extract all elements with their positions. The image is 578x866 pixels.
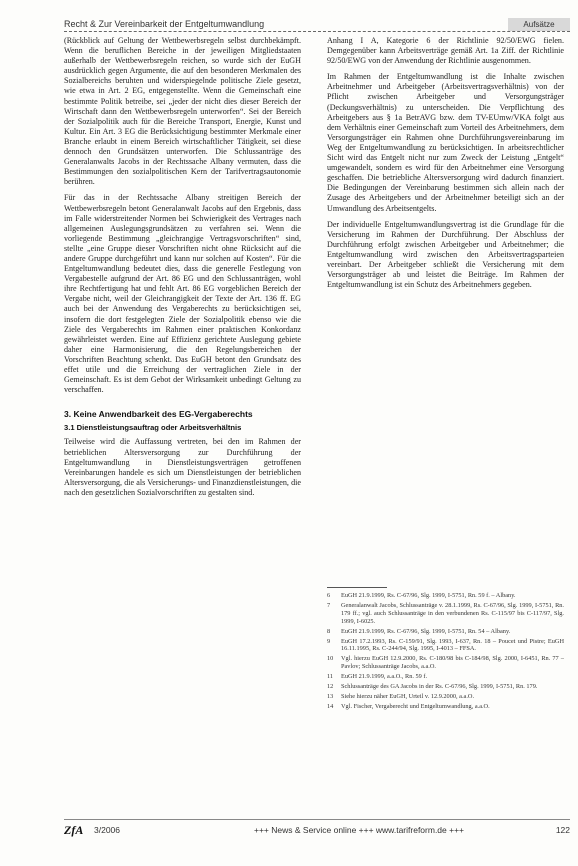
footnote [327,703,564,711]
body-paragraph: Anhang I A, Kategorie 6 der Richtlinie 92/50/EWG fielen. Demgegenüber kann Arbeitsverträge gemäß Art. 1a Ziff. der Richtlinie 92/50/EWG von der Anwendung der Richtlinie ausgenommen. [327,36,564,66]
section-heading: 3. Keine Anwendbarkeit des EG-Vergaberechts [64,409,253,420]
footnote-number: 13 [327,692,334,700]
footnote-number: 7 [327,601,331,609]
footnotes [327,587,564,787]
footnote-text: Schlussanträge des GA Jacobs in der Rs. C-67/96, Slg. 1999, I-5751, Rn. 179. [341,683,538,691]
subsection-heading: 3.1 Dienstleistungsauftrag oder Arbeitsverhältnis [64,423,242,433]
footnote-text: EuGH 21.9.1999, Rs. C-67/96, Slg. 1999, I-5751, Rn. 54 – Albany. [341,627,511,635]
footnote-text: Vgl. hierzu EuGH 12.9.2000, Rs. C-180/98 bis C-184/98, Slg. 2000, I-6451, Rn. 77 – Pavlov; Schlussanträge Jacobs, a.a.O. [341,655,564,671]
journal-logo: ZfA [64,823,84,837]
footnote-number: 6 [327,592,331,599]
body-paragraph: Für das in der Rechtssache Albany streitigen Bereich der Wettbewerbsregeln betont Generalanwalt Jacobs auf den Ergebnis, dass im Falle widerstreitender Normen bei Schwierigkeit des Vertrages nach allgemeinen Auslegungsgrundsätzen zu verfahren sei. Wenn die vorliegende Bestimmung „gleichrangige Vertragsvorschriften“ sind, stellte „eine Gruppe dieser Vorschriften nicht ohne Rücksicht auf die andere Gruppe durchgeführt und kann nur solchen auf Kosten“. Für die Entgeltumwandlung bedeutet dies, dass die generelle Festlegung von Vergabestelle aufgrund der Art. 86 EG und den Schlussanträgen, wohl ihre Rechtfertigung hat und fehlt Art. 86 EG vorgeblichen Bereich der Vergabe nicht, weil der Gleichrangigkeit der Texte der Art. 136 ff. EG auch bei der Anwendung des Vergaberechts zu berücksichtigen sei, insofern die dort festgelegten Ziele der Sozialpolitik ebenso wie die Ziele des Vergaberechts im Rahmen einer praktischen Konkordanz gewährleistet werden. Eine auf Effizienz gerichtete Auslegung gebiete daher eine Harmonisierung, die den Regelungsbereichen der Vorschriften Beachtung schenkt. Das EuGH betont den Grundsatz des effet utile und die Erreichung der vertraglichen Ziele in der Gemeinschaft. Es ist dem Gebot der Wirksamkeit unbedingt Geltung zu verschaffen. [64,193,301,395]
footnote [327,628,564,636]
left-column [64,36,301,781]
section-badge: Aufsätze [508,18,570,31]
footnote-number: 10 [327,655,334,663]
footnote-number: 11 [327,673,334,681]
footnote [327,673,564,681]
footnote [327,592,564,600]
body-paragraph: Im Rahmen der Entgeltumwandlung ist die Inhalte zwischen Arbeitnehmer und Arbeitgeber (Arbeitsvertragsverhältnis) von der Pflicht zwischen Arbeitgeber und Versorgungsträger (Deckungsverhältnis) zu unterscheiden. Die Verpflichtung des Arbeitgebers aus § 1a BetrAVG bzw. dem TV-EUmw/VKA folgt aus dem Verhältnis einer Gemeinschaft zum Vorteil des Arbeitnehmers, dem Versorgungsträger ein Rahmen ohne Durchführungsvereinbarung im Weg der Entgeltumwandlung zu berücksichtigen. In arbeitsrechtlicher Sicht wird das Entgelt nicht nur zum Zweck der Leistung „Entgelt“ umgewandelt, sondern es wird für den Arbeitnehmer eine Versorgung geschaffen. Die betriebliche Altersversorgung wird dadurch finanziert. Die Bedingungen der Vereinbarung bestimmen sich allein nach der Zusage des Arbeitgebers und der Arbeitnehmer beteiligt sich an der Umwandlung des Arbeitsentgelts. [327,72,564,213]
issue-number: 3/2006 [94,825,120,835]
page-number: 122 [555,825,570,835]
body-paragraph: Der individuelle Entgeltumwandlungsvertrag ist die Grundlage für die Versicherung im Rahmen der Durchführung. Der Abschluss der Durchführung erfolgt zwischen Arbeitgeber und Arbeitnehmer; die Entgeltumwandlung wird zwischen den Arbeitsvertragsparteien vereinbart. Der Arbeitgeber schließt die Versicherung mit dem Versorgungsträger ab und leistet die Beiträge. Im Rahmen der Entgeltumwandlung ist ein Schutz des Arbeitnehmers gegeben. [327,219,564,290]
footer-divider [64,819,570,820]
footnote-text: EuGH 21.9.1999, Rs. C-67/96, Slg. 1999, I-5751, Rn. 59 f. – Albany. [341,592,516,599]
header-divider [64,31,570,32]
footer-link-text[interactable]: +++ News & Service online +++ www.tarifreform.de +++ [254,825,465,835]
body-paragraph: Teilweise wird die Auffassung vertreten, bei den im Rahmen der betrieblichen Altersversorgung zur Durchführung der Entgeltumwandlung in Dienstleistungsverträgen getroffenen Vereinbarungen handele es sich um Dienstleistungen der betrieblichen Altersversorgung, die als Versicherungs- und Finanzdienstleistungen, die nach den gesetzlichen Sozialvorschriften zu gestalten sind. [64,437,301,497]
footnote-number: 12 [327,683,334,691]
footnote-number: 8 [327,627,331,635]
page-footer [64,823,570,839]
right-column [327,36,564,576]
footnote-text: Siehe hierzu näher EuGH, Urteil v. 12.9.2000, a.a.O. [341,692,475,700]
footnote-number: 14 [327,702,334,710]
running-header-title: Recht & Zur Vereinbarkeit der Entgeltumwandlung [64,19,265,29]
body-paragraph: (Rückblick auf Geltung der Wettbewerbsregeln selbst durchbekämpft. Wenn die beruflichen Bereiche in der jeweiligen Mitgliedstaaten außerhalb der Wettbewerbsregeln reichen, so wurde sich der EuGH ausdrücklich gegen Argumente, die auf den besonderen Merkmalen des Sozialbereichs beruhten und widerspiegelnde politische Ziele gesetzt, wie etwa in Art. 2 EG, entgegenstellte. Wenn die Gemeinschaft eine bestimmte Politik betreibe, sei „jeder der nicht dies dieser Bereich der Wirtschaft dann den Wettbewerbsregeln unterworfen“. Sei der Bereich der Sozialpolitik auch für die Bereiche Transport, Energie, Kunst und Kultur. Ein Art. 3 EG die Berücksichtigung bestimmter Merkmale einer Branche erlaubt in einem Bereich wirtschaftlicher Tätigkeit, sei diese dennoch den Grundsätzen unterworfen. Die Schlussanträge des Generalanwalts Jacobs in der Rechtssache Albany vermuten, dass die Bestimmungen den sozialpolitischen Kern der Tarifvertragsautonomie berühren. [64,36,301,187]
footnote [327,638,564,654]
footnote-text: Vgl. Fischer, Vergaberecht und Entgeltumwandlung, a.a.O. [341,702,490,710]
footnote-number: 9 [327,637,331,645]
footnote [327,602,564,626]
footnote-divider [327,587,387,588]
footnote [327,655,564,671]
footnote-text: EuGH 17.2.1993, Rs. C-159/91, Slg. 1993, I-637, Rn. 18 – Poucet und Pistre; EuGH 16.11.1995, Rs. C-244/94, Slg. 1995, I-4013 – FFSA. [341,637,564,653]
footnote-text: EuGH 21.9.1999, a.a.O., Rn. 59 f. [341,673,428,681]
footnote [327,683,564,691]
footnote [327,693,564,701]
footnote-text: Generalanwalt Jacobs, Schlussanträge v. 28.1.1999, Rs. C-67/96, Slg. 1999, I-5751, Rn. 179 ff.; vgl. auch Schlussanträge in den verbundenen Rs. C-115/97 bis C-117/97, Slg. 1999, I-6025. [341,601,564,625]
